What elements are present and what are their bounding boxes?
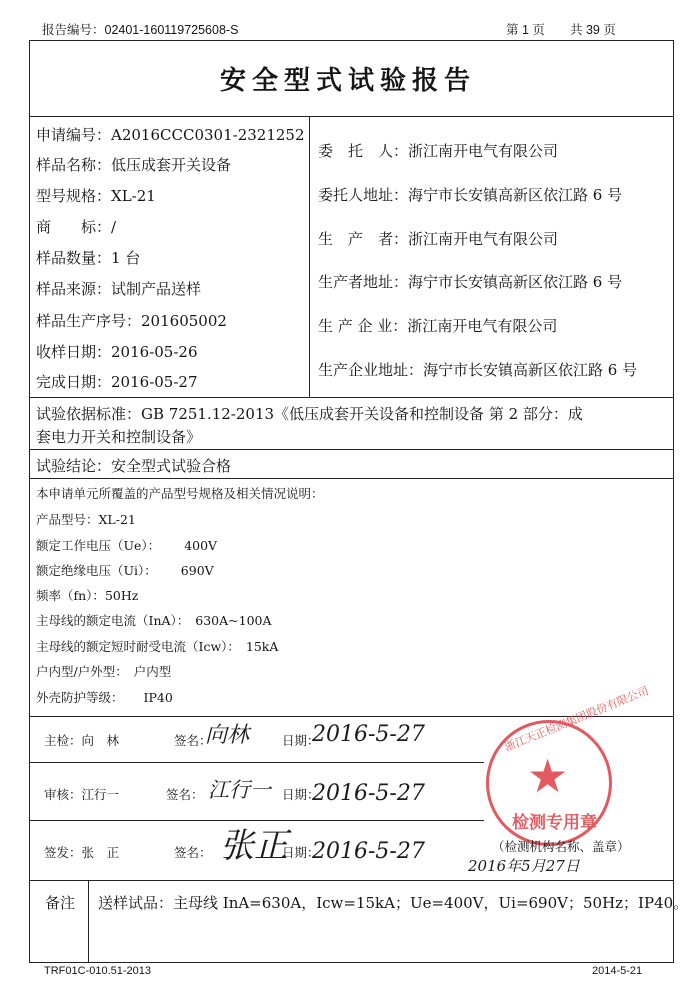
page-total: 共 39 页 [570, 23, 616, 37]
divider-conclusion [29, 478, 674, 479]
info-label: 型号规格： [36, 187, 112, 205]
page-number: 第 1 页 [506, 23, 545, 37]
sign-label: 签名： [174, 733, 212, 748]
info-row [36, 124, 305, 145]
info-row [36, 341, 198, 362]
signer-name: 江行一 [81, 787, 120, 802]
item-value: 400V [184, 538, 218, 553]
remarks-text: 送样试品：主母线 InA=630A，Icw=15kA；Ue=400V，Ui=690V；50Hz；IP40。 [98, 894, 689, 912]
info-label: 生产者地址： [318, 273, 409, 291]
handwritten-date: 2016-5-27 [312, 781, 425, 806]
item-value: 630A~100A [195, 613, 272, 628]
info-row [318, 315, 557, 336]
info-row [36, 247, 140, 268]
test-conclusion: 试验结论：安全型式试验合格 [36, 457, 232, 475]
item-value: 50Hz [104, 588, 139, 603]
item-value: 户内型 [133, 664, 172, 679]
item-value: IP40 [143, 690, 173, 705]
list-item [36, 637, 278, 655]
info-row [36, 310, 227, 331]
info-label: 样品数量： [36, 249, 112, 267]
info-value: / [111, 218, 117, 236]
divider-info-vertical [309, 116, 310, 397]
info-row [36, 278, 201, 299]
item-label: 主母线的额定电流（InA）： [36, 613, 190, 628]
handwritten-date: 2016-5-27 [312, 839, 425, 864]
sign-label: 签名： [174, 845, 212, 860]
signer-name: 张 正 [81, 845, 120, 860]
signer-role [44, 731, 119, 749]
list-item [36, 662, 171, 680]
info-value: 1 台 [111, 249, 141, 267]
handwritten-signature: 张正 [220, 826, 288, 866]
seal-caption: （检测机构名称、盖章） [492, 839, 630, 854]
info-label: 生 产 企 业： [318, 317, 408, 335]
divider-remarks-vertical [88, 880, 89, 963]
coverage-heading: 本申请单元所覆盖的产品型号规格及相关情况说明： [36, 486, 324, 501]
seal-date: 2016年5月27日 [468, 857, 580, 875]
item-label: 主母线的额定短时耐受电流（Icw）： [36, 639, 240, 654]
item-label: 外壳防护等级： [36, 690, 124, 705]
report-number: 报告编号：02401-160119725608-S [42, 23, 239, 37]
list-item [36, 688, 173, 706]
seal-org-text: 浙江天正检测集团股份有限公司 [502, 684, 651, 754]
info-row [318, 271, 622, 292]
page-title: 安全型式试验报告 [220, 66, 477, 96]
item-value: 690V [180, 563, 214, 578]
info-row [318, 184, 622, 205]
date-label: 日期： [282, 733, 320, 748]
test-standard-line2: 套电力开关和控制设备》 [36, 428, 202, 446]
role-label: 主检： [44, 733, 82, 748]
info-value: 浙江南开电气有限公司 [408, 230, 559, 248]
divider-sign-3 [29, 880, 674, 881]
list-item [36, 536, 217, 554]
item-value: 15kA [245, 639, 279, 654]
info-value: 海宁市长安镇高新区依江路 6 号 [408, 273, 623, 291]
info-value: 海宁市长安镇高新区依江路 6 号 [423, 361, 638, 379]
info-label: 商 标： [36, 218, 112, 236]
signer-role [44, 785, 119, 803]
info-label: 委托人地址： [318, 186, 409, 204]
info-value: 2016-05-26 [111, 343, 198, 361]
item-label: 频率（fn）： [36, 588, 105, 603]
info-label: 申请编号： [36, 126, 112, 144]
item-label: 额定绝缘电压（Ui）： [36, 563, 157, 578]
info-label: 完成日期： [36, 373, 112, 391]
divider-standard [29, 449, 674, 450]
info-row [36, 154, 231, 175]
info-value: 201605002 [141, 312, 227, 330]
info-row [36, 371, 198, 392]
date-label: 日期： [282, 787, 320, 802]
info-row [318, 359, 637, 380]
handwritten-signature: 江行一 [208, 778, 271, 802]
sign-label: 签名： [166, 787, 204, 802]
divider-title [29, 116, 674, 117]
item-label: 户内型/户外型： [36, 664, 128, 679]
form-date: 2014-5-21 [592, 965, 643, 977]
info-label: 委 托 人： [318, 142, 409, 160]
info-value: XL-21 [111, 187, 156, 205]
info-row [318, 228, 558, 249]
info-row [36, 185, 156, 206]
item-label: 产品型号： [36, 512, 99, 527]
handwritten-signature: 向林 [205, 723, 250, 748]
info-value: A2016CCC0301-2321252 [111, 126, 305, 144]
list-item [36, 510, 136, 528]
info-value: 低压成套开关设备 [111, 156, 232, 174]
role-label: 签发： [44, 845, 82, 860]
signer-role [44, 843, 119, 861]
info-label: 生 产 者： [318, 230, 409, 248]
info-label: 样品来源： [36, 280, 112, 298]
test-standard-line1: 试验依据标准：GB 7251.12-2013《低压成套开关设备和控制设备 第 2 部分：成 [36, 405, 583, 423]
info-row [36, 216, 116, 237]
item-value: XL-21 [98, 512, 136, 527]
divider-info [29, 397, 674, 398]
info-label: 样品名称： [36, 156, 112, 174]
divider-sign-1 [29, 762, 484, 763]
form-number: TRF01C-010.51-2013 [44, 965, 152, 977]
star-icon: ★ [527, 749, 569, 803]
remarks-label: 备注 [45, 894, 76, 912]
info-value: 浙江南开电气有限公司 [407, 317, 558, 335]
role-label: 审核： [44, 787, 82, 802]
info-label: 样品生产序号： [36, 312, 142, 330]
info-row [318, 140, 558, 161]
handwritten-date: 2016-5-27 [312, 722, 425, 747]
list-item [36, 586, 138, 604]
item-label: 额定工作电压（Ue）： [36, 538, 161, 553]
info-value: 试制产品送样 [111, 280, 202, 298]
info-value: 海宁市长安镇高新区依江路 6 号 [408, 186, 623, 204]
info-value: 浙江南开电气有限公司 [408, 142, 559, 160]
list-item [36, 561, 214, 579]
seal-label: 检测专用章 [512, 813, 597, 833]
info-value: 2016-05-27 [111, 373, 198, 391]
info-label: 生产企业地址： [318, 361, 424, 379]
list-item [36, 611, 272, 629]
info-label: 收样日期： [36, 343, 112, 361]
signer-name: 向 林 [81, 733, 120, 748]
date-label: 日期： [282, 845, 320, 860]
